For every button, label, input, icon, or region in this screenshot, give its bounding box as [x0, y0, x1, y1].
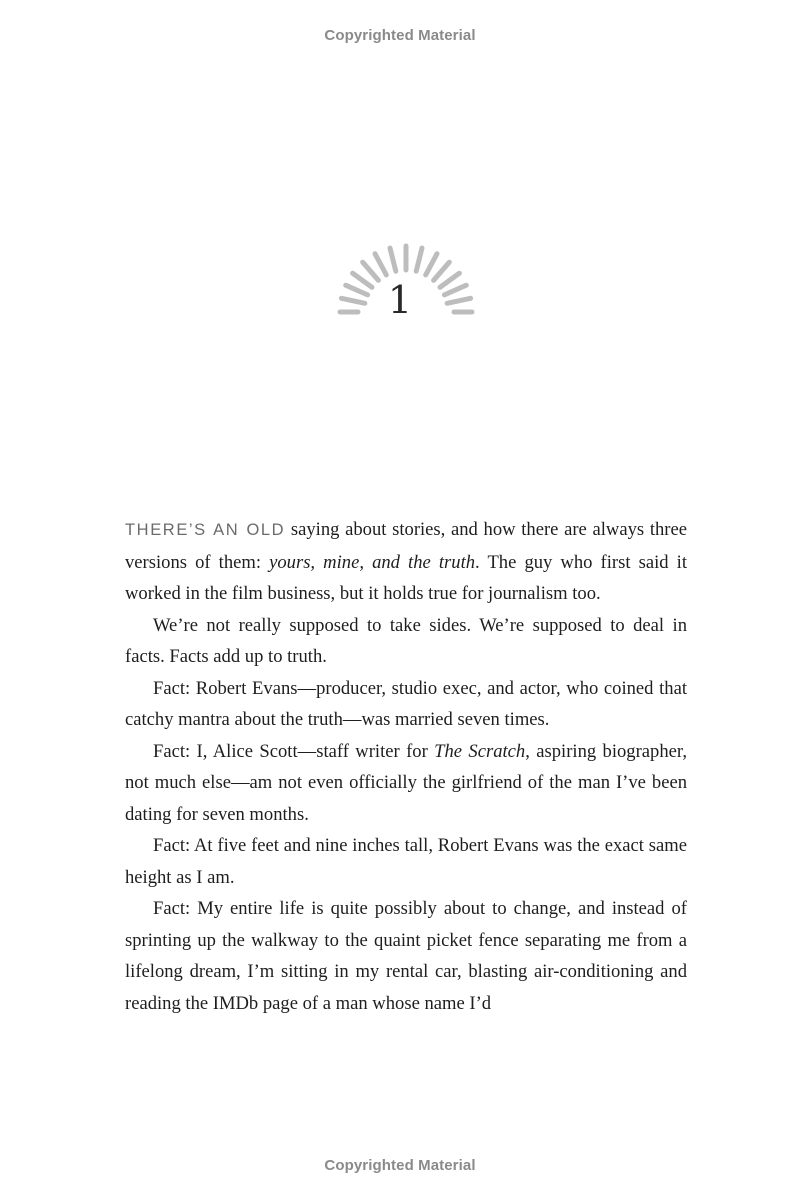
lead-in-small-caps: THERE’S AN OLD: [125, 521, 286, 539]
copyright-watermark-bottom: Copyrighted Material: [324, 1157, 476, 1174]
paragraph-6: Fact: My entire life is quite possibly about to change, and instead of sprinting up the walkway to the quaint picket fence separating me from a lifelong dream, I’m sitting in my rental car, blasting air-conditioning and reading the IMDb page of a man whose name I’d: [125, 898, 687, 1014]
paragraph-4-text-b: , aspiring biographer, not much else—am not even officially the girlfriend of the man I’ve been dating for seven months.: [125, 740, 687, 825]
chapter-number: 1: [387, 278, 413, 322]
paragraph-4-italic: The Scratch: [434, 740, 526, 762]
chapter-body: [125, 514, 687, 1019]
paragraph-3: Fact: Robert Evans—producer, studio exec, and actor, who coined that catchy mantra about the truth—was married seven times.: [125, 677, 687, 730]
paragraph-1: [125, 514, 687, 610]
sunburst-ray: [426, 254, 437, 275]
paragraph-5: Fact: At five feet and nine inches tall, Robert Evans was the exact same height as I am.: [125, 835, 687, 888]
paragraph-1-text-a: saying about stories, and how there are always three versions of them:: [125, 519, 687, 573]
sunburst-ray: [375, 254, 386, 275]
sunburst-ray: [416, 248, 422, 271]
paragraph-1-text-b: . The guy who first said it worked in the film business, but it holds true for journalism too.: [125, 551, 687, 604]
sunburst-ray: [390, 248, 396, 271]
paragraph-1-italic: yours, mine, and the truth: [269, 551, 476, 573]
paragraph-2: We’re not really supposed to take sides. We’re supposed to deal in facts. Facts add up to truth.: [125, 614, 687, 667]
paragraph-4: [125, 736, 687, 831]
paragraph-4-text-a: Fact: I, Alice Scott—staff writer for: [153, 740, 435, 762]
copyright-watermark-top: Copyrighted Material: [324, 27, 476, 44]
